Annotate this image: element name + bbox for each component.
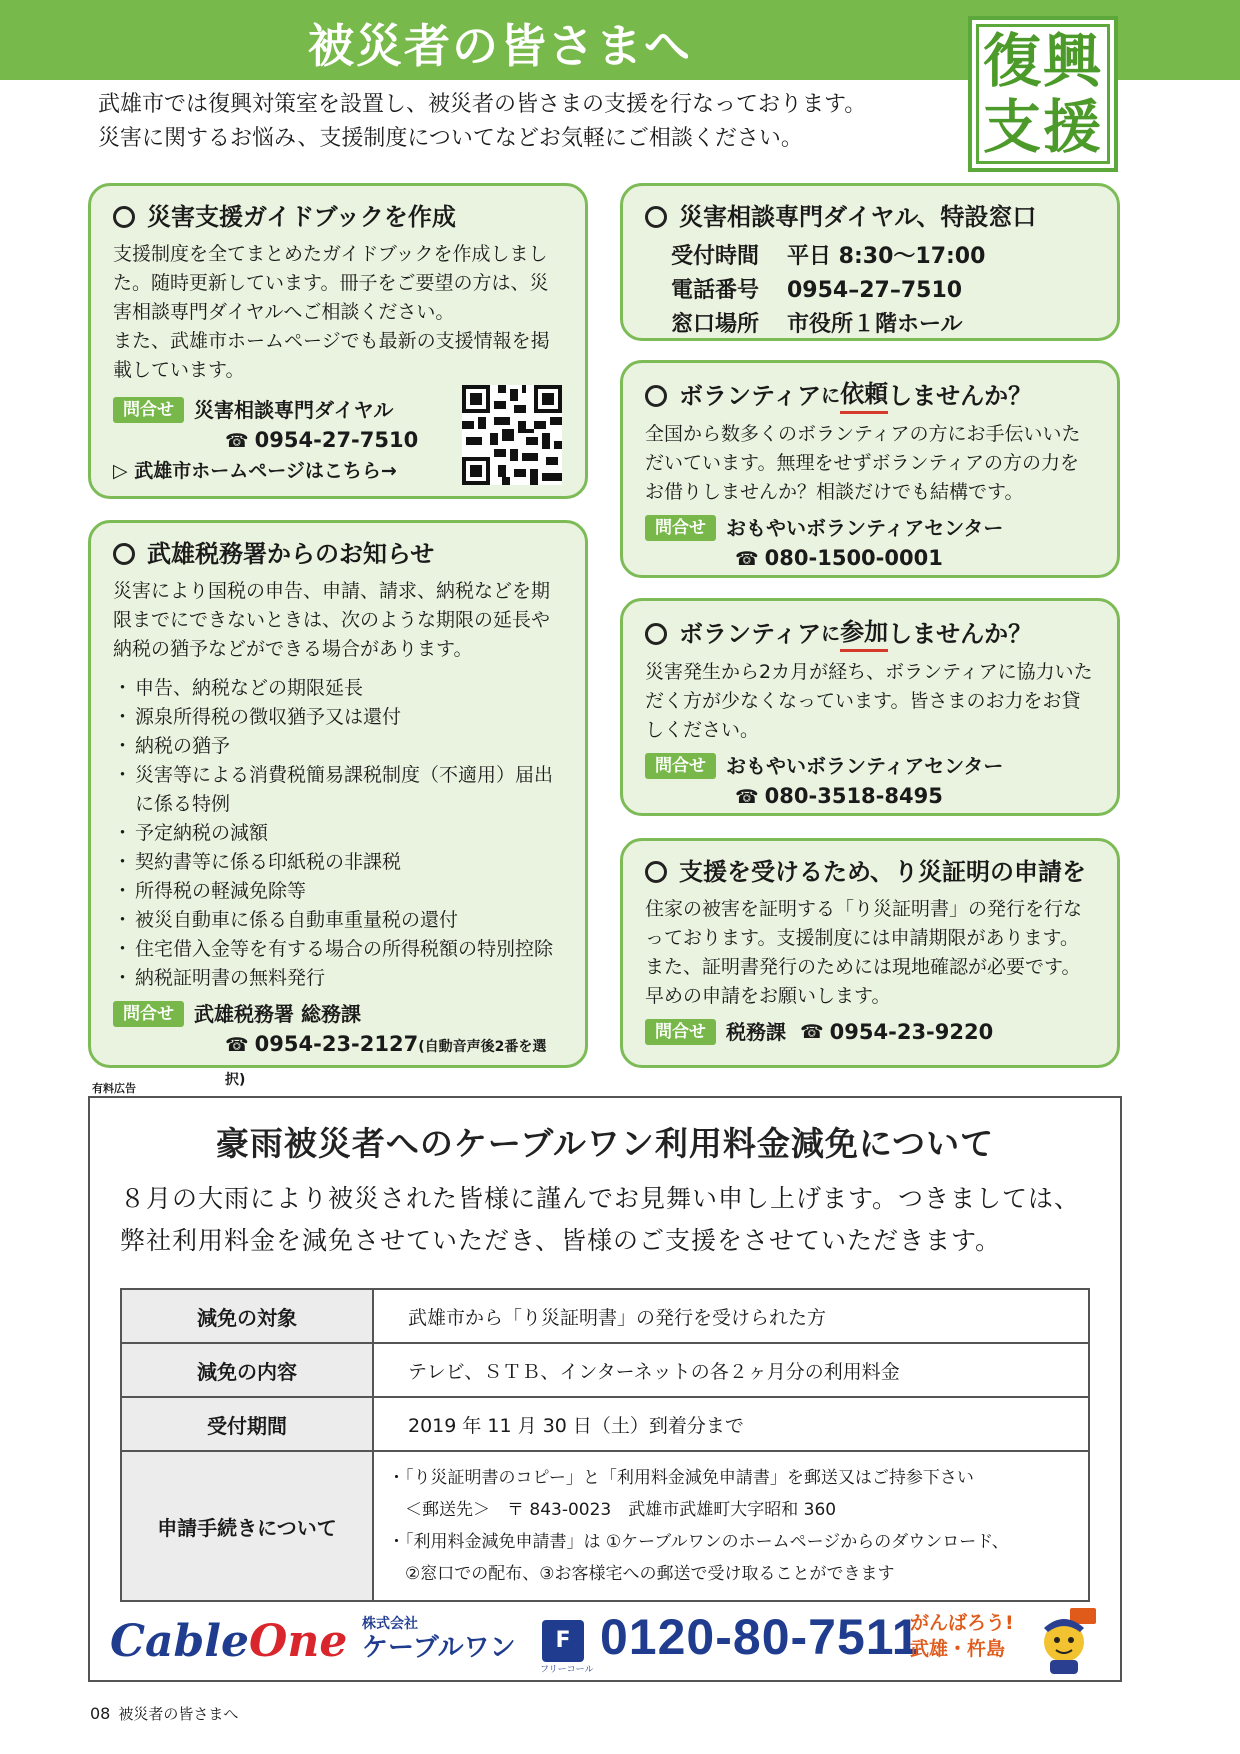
dial-value: 市役所１階ホール bbox=[787, 312, 963, 337]
certificate-phone: 0954-23-9220 bbox=[829, 1020, 994, 1044]
advertisement-box bbox=[88, 1096, 1122, 1682]
procedure-line: ②窓口での配布、③お客様宅への郵送で受け取ることができます bbox=[388, 1564, 895, 1584]
slogan-line-1: がんばろう! bbox=[910, 1612, 1014, 1634]
tax-body: 災害により国税の申告、申請、請求、納税などを期限までにできないときは、次のような期限の延長や納税の猶予などができる場合があります。 bbox=[113, 580, 551, 660]
table-cell bbox=[373, 1451, 1089, 1601]
volunteer-join-title-b: に bbox=[821, 622, 841, 645]
discount-table bbox=[120, 1288, 1090, 1602]
list-item: ・ 納税証明書の無料発行 bbox=[113, 964, 563, 993]
circle-icon bbox=[113, 206, 135, 228]
freecall-icon: F bbox=[542, 1620, 584, 1662]
table-cell: テレビ、ＳＴＢ、インターネットの各２ヶ月分の利用料金 bbox=[373, 1343, 1089, 1397]
list-item: ・ 申告、納税などの期限延長 bbox=[113, 674, 563, 703]
footer-section: 被災者の皆さまへ bbox=[118, 1705, 239, 1723]
qr-code-icon[interactable] bbox=[462, 385, 562, 485]
tax-phone-note: (自動音声後2番を選択) bbox=[225, 1039, 547, 1088]
dial-row bbox=[671, 240, 1095, 274]
list-item: ・ 災害等による消費税簡易課税制度（不適用）届出に係る特例 bbox=[113, 761, 563, 819]
circle-icon bbox=[645, 385, 667, 407]
tax-office-box bbox=[88, 520, 588, 1088]
table-row bbox=[121, 1397, 1089, 1451]
dial-label: 受付時間 bbox=[671, 244, 760, 269]
inquiry-tag: 問合せ bbox=[113, 397, 184, 423]
slogan-line-2: 武雄・杵島 bbox=[910, 1638, 1006, 1660]
list-item: ・ 所得税の軽減免除等 bbox=[113, 877, 563, 906]
company-name-text: ケーブルワン bbox=[362, 1633, 516, 1663]
phone-icon: ☎ bbox=[735, 786, 759, 808]
volunteer-join-box bbox=[620, 598, 1120, 816]
volunteer-join-body: 災害発生から2カ月が経ち、ボランティアに協力いただく方が少なくなっています。皆さまのお力をお貸しください。 bbox=[645, 661, 1093, 741]
intro-text bbox=[98, 88, 958, 156]
tax-item-list bbox=[113, 674, 563, 993]
certificate-title: 支援を受けるため、り災証明の申請を bbox=[679, 858, 1087, 886]
list-item: ・ 納税の猶予 bbox=[113, 732, 563, 761]
table-header-cell: 受付期間 bbox=[121, 1397, 373, 1451]
ad-intro bbox=[120, 1178, 1100, 1262]
guidebook-body-2: また、武雄市ホームページでも最新の支援情報を掲載しています。 bbox=[113, 330, 550, 381]
circle-icon bbox=[645, 206, 667, 228]
volunteer-join-title-a: ボランティア bbox=[679, 619, 822, 648]
table-cell: 武雄市から「り災証明書」の発行を受けられた方 bbox=[373, 1289, 1089, 1343]
phone-icon: ☎ bbox=[735, 548, 759, 570]
logo-part-b: One bbox=[249, 1616, 348, 1667]
volunteer-join-title-d: しませんか？ bbox=[888, 619, 1033, 648]
table-header-cell: 減免の内容 bbox=[121, 1343, 373, 1397]
volunteer-request-body: 全国から数多くのボランティアの方にお手伝いいただいています。無理をせずボランティアの方の力をお借りしませんか？相談だけでも結構です。 bbox=[645, 423, 1081, 503]
slogan bbox=[910, 1610, 1014, 1662]
cableone-logo bbox=[110, 1616, 347, 1667]
mascot-icon bbox=[1036, 1606, 1098, 1674]
dial-label: 電話番号 bbox=[671, 278, 760, 303]
volunteer-request-contact-name: おもやいボランティアセンター bbox=[726, 516, 1004, 540]
ad-intro-line-2: 弊社利用料金を減免させていただき、皆様のご支援をさせていただきます。 bbox=[120, 1226, 1002, 1255]
phone-icon: ☎ bbox=[225, 1034, 249, 1056]
procedure-line: ・「利用料金減免申請書」は ①ケーブルワンのホームページからのダウンロード、 bbox=[388, 1532, 1009, 1552]
freecall-label: フリーコール bbox=[540, 1665, 594, 1675]
dial-label: 窓口場所 bbox=[671, 312, 760, 337]
logo-part-a: Cable bbox=[110, 1616, 250, 1667]
list-item: ・ 契約書等に係る印紙税の非課税 bbox=[113, 848, 563, 877]
inquiry-tag: 問合せ bbox=[645, 515, 716, 541]
volunteer-request-title-b: に bbox=[821, 384, 841, 407]
guidebook-phone: 0954-27-7510 bbox=[254, 428, 419, 452]
page-footer bbox=[90, 1703, 238, 1724]
ad-phone-number[interactable]: 0120-80-7511 bbox=[600, 1609, 921, 1665]
homepage-link[interactable]: ▷ 武雄市ホームページはこちら→ bbox=[113, 460, 397, 482]
ad-title: 豪雨被災者へのケーブルワン利用料金減免について bbox=[215, 1124, 995, 1163]
guidebook-body-1: 支援制度を全てまとめたガイドブックを作成しました。随時更新しています。冊子をご要望の方は、災害相談専門ダイヤルへご相談ください。 bbox=[113, 243, 549, 323]
table-row bbox=[121, 1289, 1089, 1343]
intro-line-1: 武雄市では復興対策室を設置し、被災者の皆さまの支援を行なっております。 bbox=[98, 92, 867, 117]
page-title: 被災者の皆さまへ bbox=[308, 19, 692, 73]
badge-line-2: 支援 bbox=[982, 93, 1103, 161]
dial-row bbox=[671, 274, 1095, 308]
reconstruction-badge bbox=[968, 16, 1118, 172]
certificate-body: 住家の被害を証明する「り災証明書」の発行を行なっております。支援制度には申請期限があります。また、証明書発行のためには現地確認が必要です。早めの申請をお願いします。 bbox=[645, 898, 1083, 1007]
dial-row bbox=[671, 308, 1095, 342]
list-item: ・ 予定納税の減額 bbox=[113, 819, 563, 848]
volunteer-join-title-c: 参加 bbox=[840, 615, 888, 652]
volunteer-request-title-d: しませんか？ bbox=[888, 381, 1033, 410]
guidebook-title: 災害支援ガイドブックを作成 bbox=[147, 203, 456, 231]
table-header-cell: 減免の対象 bbox=[121, 1289, 373, 1343]
table-row bbox=[121, 1343, 1089, 1397]
ad-intro-line-1: ８月の大雨により被災された皆様に謹んでお見舞い申し上げます。つきましては、 bbox=[120, 1184, 1081, 1213]
procedure-line: ＜郵送先＞ 〒 843-0023 武雄市武雄町大字昭和 360 bbox=[388, 1500, 837, 1520]
ad-label: 有料広告 bbox=[92, 1082, 136, 1095]
inquiry-tag: 問合せ bbox=[645, 1019, 716, 1045]
volunteer-request-box bbox=[620, 360, 1120, 578]
company-type: 株式会社 bbox=[362, 1616, 418, 1632]
company-name bbox=[362, 1612, 516, 1663]
phone-icon: ☎ bbox=[225, 430, 249, 452]
guidebook-contact-name: 災害相談専門ダイヤル bbox=[194, 398, 394, 422]
consult-dial-box bbox=[620, 183, 1120, 341]
intro-line-2: 災害に関するお悩み、支援制度についてなどお気軽にご相談ください。 bbox=[98, 126, 803, 151]
page-number: 08 bbox=[90, 1704, 111, 1723]
ad-footer bbox=[110, 1606, 1100, 1676]
procedure-line: ・「り災証明書のコピー」と「利用料金減免申請書」を郵送又はご持参下さい bbox=[388, 1468, 974, 1488]
circle-icon bbox=[113, 543, 135, 565]
table-row bbox=[121, 1451, 1089, 1601]
badge-line-1: 復興 bbox=[982, 27, 1103, 95]
table-header-cell: 申請手続きについて bbox=[121, 1451, 373, 1601]
tax-contact-name: 武雄税務署 総務課 bbox=[194, 1002, 361, 1026]
volunteer-request-phone: 080-1500-0001 bbox=[764, 546, 943, 570]
inquiry-tag: 問合せ bbox=[645, 753, 716, 779]
certificate-contact-name: 税務課 bbox=[726, 1020, 786, 1044]
inquiry-tag: 問合せ bbox=[113, 1001, 184, 1027]
volunteer-join-contact-name: おもやいボランティアセンター bbox=[726, 754, 1004, 778]
table-cell: 2019 年 11 月 30 日（土）到着分まで bbox=[373, 1397, 1089, 1451]
phone-icon: ☎ bbox=[800, 1021, 824, 1043]
volunteer-request-title-a: ボランティア bbox=[679, 381, 822, 410]
list-item: ・ 住宅借入金等を有する場合の所得税額の特別控除 bbox=[113, 935, 563, 964]
list-item: ・ 源泉所得税の徴収猶予又は還付 bbox=[113, 703, 563, 732]
dial-title: 災害相談専門ダイヤル、特設窓口 bbox=[679, 203, 1037, 231]
list-item: ・ 被災自動車に係る自動車重量税の還付 bbox=[113, 906, 563, 935]
dial-value: 平日 8:30〜17:00 bbox=[787, 244, 986, 269]
tax-phone: 0954-23-2127 bbox=[254, 1032, 419, 1056]
circle-icon bbox=[645, 623, 667, 645]
volunteer-join-phone: 080-3518-8495 bbox=[764, 784, 943, 808]
certificate-box bbox=[620, 838, 1120, 1068]
circle-icon bbox=[645, 861, 667, 883]
volunteer-request-title-c: 依頼 bbox=[840, 377, 888, 414]
tax-title: 武雄税務署からのお知らせ bbox=[147, 540, 435, 568]
dial-value: 0954–27–7510 bbox=[787, 278, 963, 303]
